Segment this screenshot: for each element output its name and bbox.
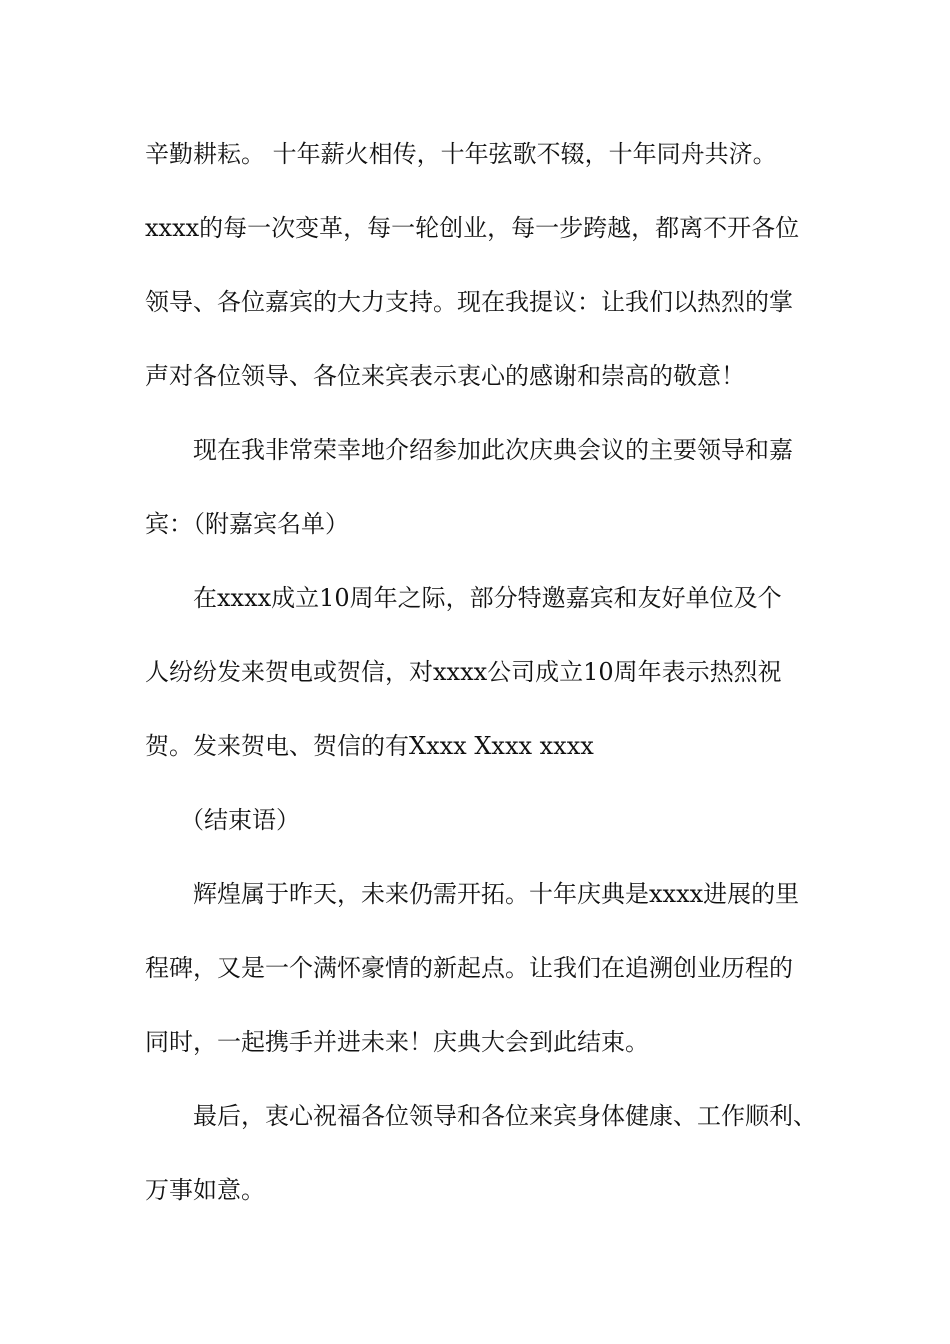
text-line-5: 现在我非常荣幸地介绍参加此次庆典会议的主要领导和嘉 — [193, 436, 793, 464]
text-line-14: 最后，衷心祝福各位领导和各位来宾身体健康、工作顺利、 — [193, 1102, 817, 1130]
text-line-7: 在xxxx成立10周年之际，部分特邀嘉宾和友好单位及个 — [193, 584, 782, 612]
text-line-1: 辛勤耕耘。 十年薪火相传，十年弦歌不辍，十年同舟共济。 — [145, 140, 777, 168]
text-line-2: xxxx的每一次变革，每一轮创业，每一步跨越，都离不开各位 — [145, 214, 800, 242]
text-line-6: 宾：（附嘉宾名单） — [145, 510, 349, 538]
text-line-13: 同时，一起携手并进未来！庆典大会到此结束。 — [145, 1028, 649, 1056]
text-line-12: 程碑，又是一个满怀豪情的新起点。让我们在追溯创业历程的 — [145, 954, 793, 982]
closing-remarks-heading: （结束语） — [180, 806, 300, 834]
text-line-9: 贺。发来贺电、贺信的有Xxxx Xxxx xxxx — [145, 732, 594, 760]
text-line-15: 万事如意。 — [145, 1176, 265, 1204]
text-line-4: 声对各位领导、各位来宾表示衷心的感谢和崇高的敬意！ — [145, 362, 745, 390]
text-line-3: 领导、各位嘉宾的大力支持。现在我提议：让我们以热烈的掌 — [145, 288, 793, 316]
text-line-11: 辉煌属于昨天，未来仍需开拓。十年庆典是xxxx进展的里 — [193, 880, 800, 908]
text-line-8: 人纷纷发来贺电或贺信，对xxxx公司成立10周年表示热烈祝 — [145, 658, 782, 686]
